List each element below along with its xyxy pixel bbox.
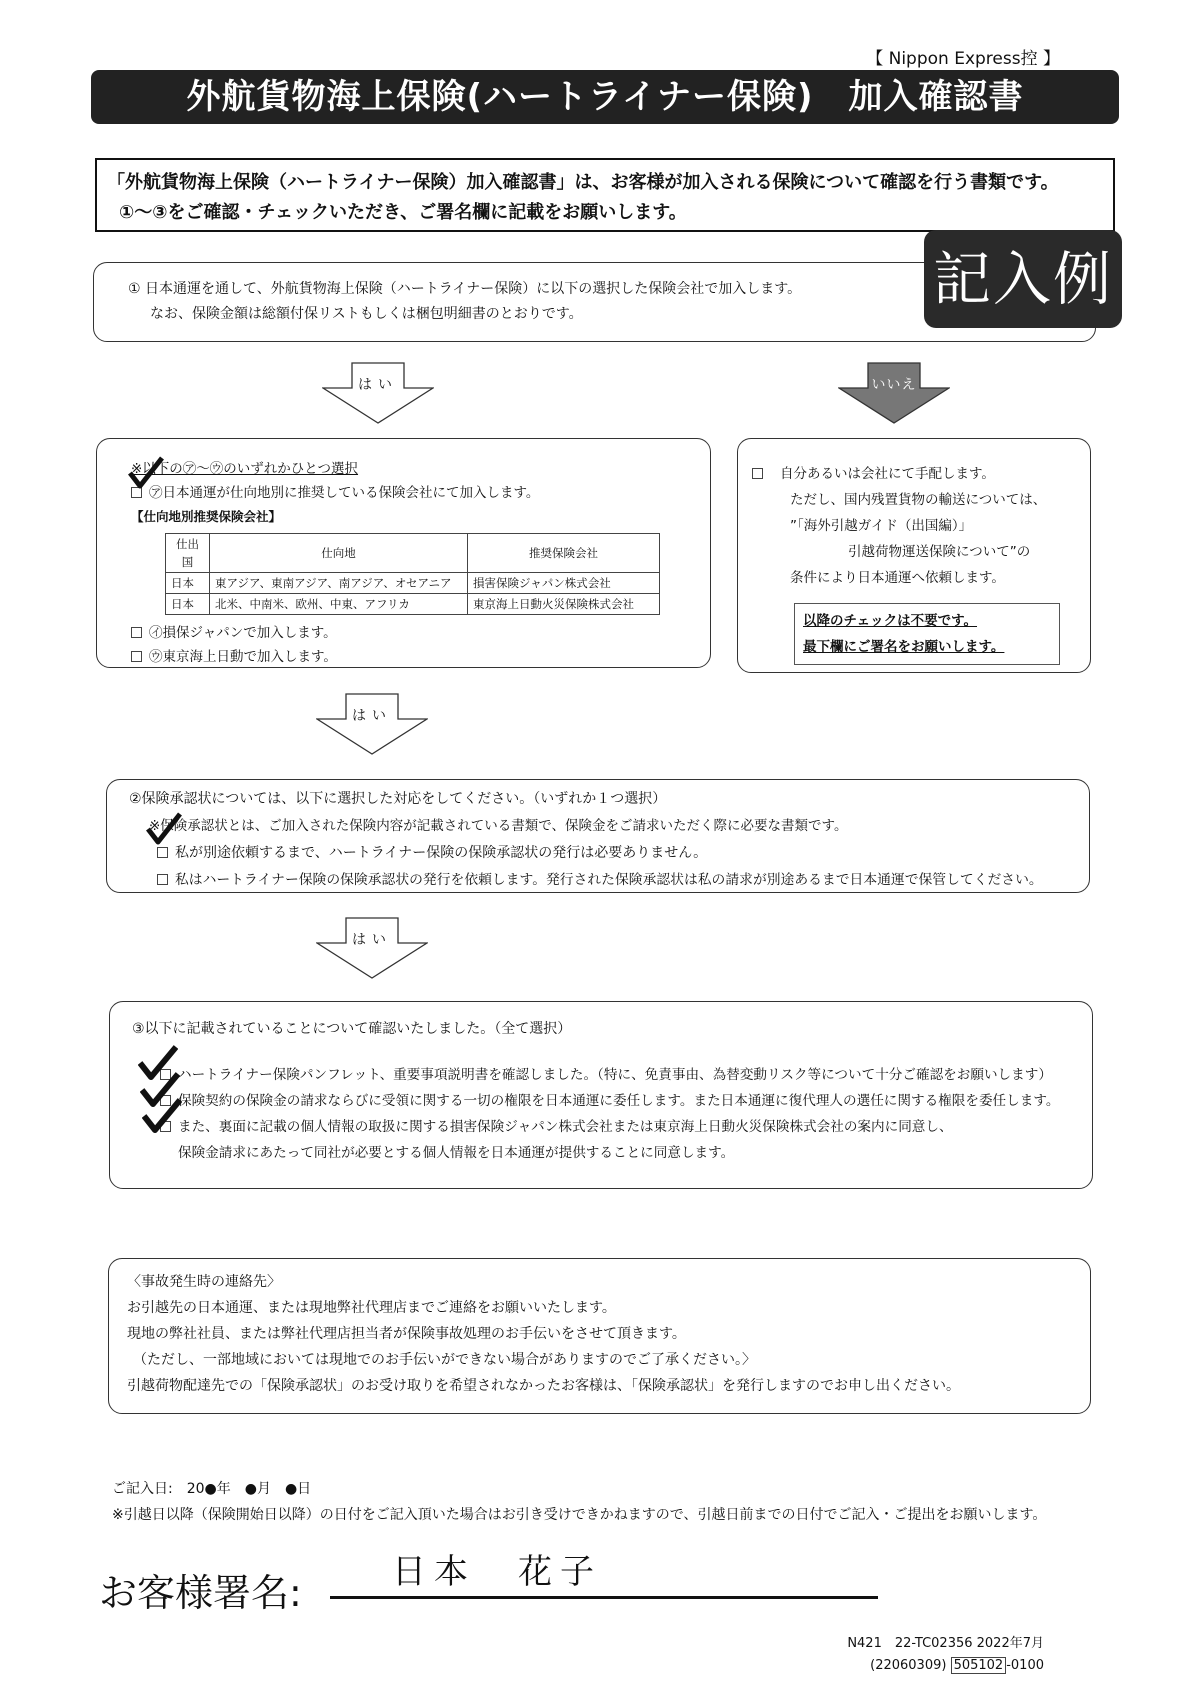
checkbox-icon[interactable] (752, 468, 763, 479)
table-cell: 東アジア、東南アジア、南アジア、オセアニア (210, 573, 468, 594)
section-3-item-3-label: また、裏面に記載の個人情報の取扱に関する損害保険ジャパン株式会社または東京海上日動火災保険株式会社の案内に同意し、 (178, 1119, 953, 1135)
signature-name[interactable]: 日本 花子 (392, 1552, 602, 1592)
table-cell: 日本 (166, 594, 210, 615)
accident-contact-box (108, 1258, 1091, 1414)
sub-code-prefix: (22060309) (870, 1658, 951, 1673)
checkbox-icon[interactable] (157, 847, 168, 858)
sample-stamp: 記入例 (924, 230, 1122, 328)
copy-label: 【 Nippon Express控 】 (866, 49, 1060, 69)
arrow-no-label: いいえ (871, 377, 917, 393)
arrow-down-icon (316, 693, 428, 755)
option-a-label: ㋐日本通運が仕向地別に推奨している保険会社にて加入します。 (149, 485, 540, 501)
contact-line-1: お引越先の日本通運、または現地弊社代理店までご連絡をお願いいたします。 (127, 1300, 616, 1316)
signature-line (330, 1596, 878, 1599)
section-3-item-3-cont: 保険金請求にあたって同社が必要とする個人情報を日本通運が提供することに同意します。 (178, 1145, 735, 1161)
sub-code-suffix: -0100 (1006, 1658, 1044, 1673)
note-line-2: 最下欄にご署名をお願いします。 (803, 639, 1005, 655)
option-a[interactable] (131, 481, 676, 505)
section-2-option-1[interactable] (129, 840, 1067, 867)
self-arrange-line-1: 自分あるいは会社にて手配します。 (780, 466, 995, 482)
self-arrangement-box (737, 438, 1091, 673)
section-1-line-1: ① 日本通運を通して、外航貨物海上保険（ハートライナー保険）に以下の選択した保険会社で加入します。 (128, 281, 802, 297)
sub-code-box: 505102 (951, 1657, 1007, 1674)
date-note: ※引越日以降（保険開始日以降）の日付をご記入頂いた場合はお引き受けできかねますので、引越日前までの日付でご記入・ご提出をお願いします。 (112, 1507, 1047, 1523)
section-2-heading: ②保険承認状については、以下に選択した対応をしてください。（いずれか１つ選択） (129, 791, 667, 807)
form-sub-code (870, 1658, 1044, 1673)
intro-line-2: ①～③をご確認・チェックいただき、ご署名欄に記載をお願いします。 (119, 202, 687, 223)
recommended-insurer-table (165, 533, 660, 615)
contact-heading: 〈事故発生時の連絡先〉 (127, 1274, 281, 1290)
contact-line-2: 現地の弊社社員、または弊社代理店担当者が保険事故処理のお手伝いをさせて頂きます。 (127, 1326, 686, 1342)
arrow-yes-label: はい (352, 708, 392, 724)
checkbox-icon[interactable] (131, 627, 142, 638)
table-row (166, 573, 660, 594)
section-1-line-2: なお、保険金額は総額付保リストもしくは梱包明細書のとおりです。 (150, 306, 583, 322)
note-line-1: 以降のチェックは不要です。 (803, 613, 978, 629)
self-arrange-line-3: ”「海外引越ガイド（出国編）」 (790, 518, 973, 534)
table-cell: 北米、中南米、欧州、中東、アフリカ (210, 594, 468, 615)
section-2 (106, 779, 1090, 893)
section-2-option-1-label: 私が別途依頼するまで、ハートライナー保険の保険承認状の発行は必要ありません。 (175, 845, 708, 861)
recommended-table-title: 【仕向地別推奨保険会社】 (131, 509, 282, 524)
contact-line-4: 引越荷物配達先での「保険承認状」のお受け取りを希望されなかったお客様は、「保険承認状」を発行しますのでお申し出ください。 (127, 1378, 960, 1394)
arrow-down-icon (322, 362, 434, 424)
arrow-down-icon (316, 917, 428, 979)
table-header: 仕出国 (166, 534, 210, 573)
table-row (166, 594, 660, 615)
self-arrange-line-2: ただし、国内残置貨物の輸送については、 (790, 492, 1047, 508)
option-b[interactable] (131, 621, 676, 645)
table-header: 仕向地 (210, 534, 468, 573)
self-arrange-line-5: 条件により日本通運へ依頼します。 (790, 570, 1005, 586)
section-3-item-1-label: ハートライナー保険パンフレット、重要事項説明書を確認しました。（特に、免責事由、為替変動リスク等について十分ご確認をお願いします） (178, 1067, 1052, 1083)
section-3-heading: ③以下に記載されていることについて確認いたしました。（全て選択） (132, 1021, 572, 1037)
checkmark-icon (146, 812, 182, 846)
self-arrange-line-4: 引越荷物運送保険について”の (848, 544, 1031, 560)
section-2-note: ※保険承認状とは、ご加入された保険内容が記載されている書類で、保険金をご請求いただく際に必要な書類です。 (149, 818, 848, 834)
section-3 (109, 1001, 1093, 1189)
date-area (112, 1476, 1046, 1528)
table-cell: 日本 (166, 573, 210, 594)
option-b-label: ㋑損保ジャパンで加入します。 (149, 625, 337, 641)
entry-date[interactable]: ご記入日: 20●年 ●月 ●日 (112, 1481, 312, 1497)
arrow-yes-label: はい (352, 932, 392, 948)
insurer-selection-heading: ※以下の㋐～㋒のいずれかひとつ選択 (131, 461, 359, 477)
table-header: 推奨保険会社 (468, 534, 660, 573)
checkbox-icon[interactable] (157, 874, 168, 885)
table-header-row (166, 534, 660, 573)
contact-line-3: （ただし、一部地域においては現地でのお手伝いができない場合がありますのでご了承ください。〉 (133, 1352, 756, 1368)
intro-box (95, 158, 1115, 232)
option-c-label: ㋒東京海上日動で加入します。 (149, 649, 337, 665)
no-further-check-note (794, 603, 1060, 665)
self-arrange-option[interactable] (752, 461, 1076, 487)
checkmark-icon (142, 1098, 182, 1134)
section-3-item-2[interactable] (132, 1088, 1070, 1114)
arrow-yes-label: はい (358, 377, 398, 393)
section-2-option-2-label: 私はハートライナー保険の保険承認状の発行を依頼します。発行された保険承認状は私の請求が別途あるまで日本通運で保管してください。 (175, 872, 1043, 888)
section-3-item-3[interactable] (132, 1114, 1070, 1140)
option-c[interactable] (131, 645, 676, 669)
table-cell: 損害保険ジャパン株式会社 (468, 573, 660, 594)
section-3-item-2-label: 保険契約の保険金の請求ならびに受領に関する一切の権限を日本通運に委任します。また日本通運に復代理人の選任に関する権限を委任します。 (178, 1093, 1060, 1109)
table-cell: 東京海上日動火災保険株式会社 (468, 594, 660, 615)
insurer-selection-box (96, 438, 711, 668)
intro-line-1: 「外航貨物海上保険（ハートライナー保険）加入確認書」は、お客様が加入される保険について確認を行う書類です。 (107, 172, 1059, 193)
checkbox-icon[interactable] (131, 651, 142, 662)
signature-label: お客様署名: (99, 1571, 302, 1615)
section-3-item-1[interactable] (132, 1062, 1070, 1088)
checkmark-icon (128, 456, 164, 490)
form-code: N421 22-TC02356 2022年7月 (847, 1636, 1044, 1651)
arrow-down-filled-icon (838, 362, 950, 424)
section-2-option-2[interactable] (129, 867, 1067, 894)
page-title: 外航貨物海上保険(ハートライナー保険) 加入確認書 (91, 70, 1119, 124)
